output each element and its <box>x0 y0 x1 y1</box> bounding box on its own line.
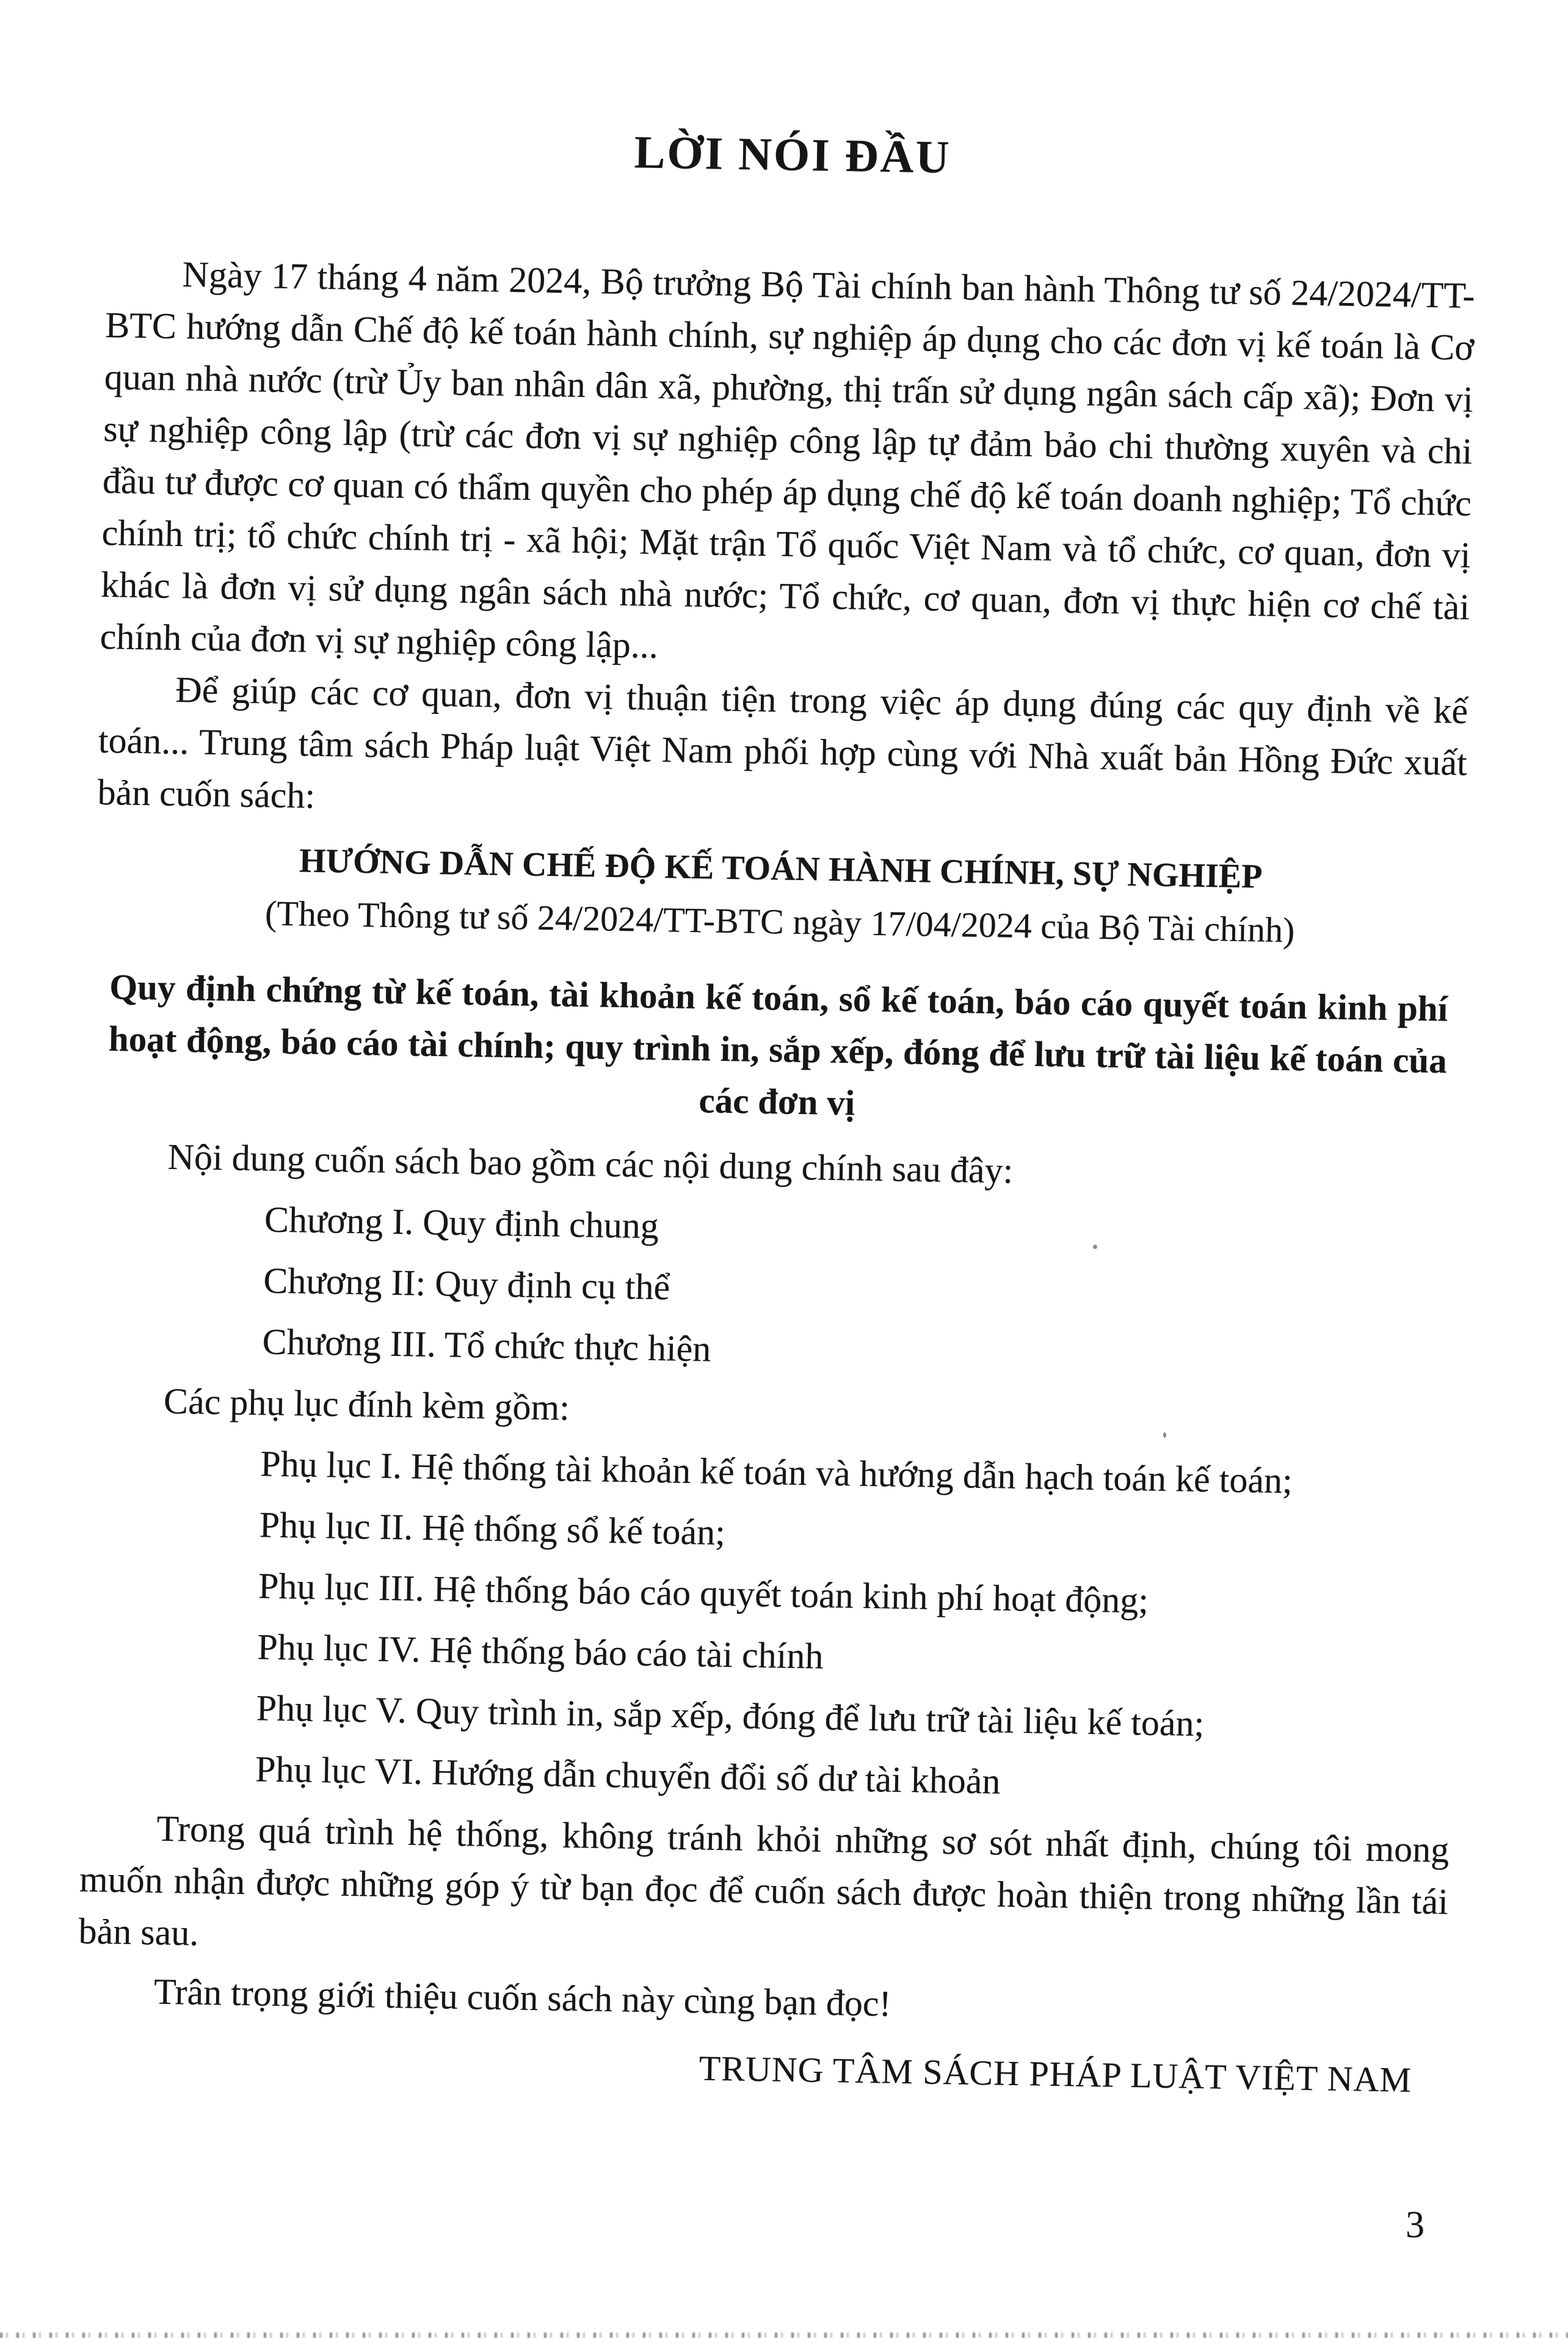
page-number: 3 <box>1406 2204 1425 2246</box>
intro-paragraph-1: Ngày 17 tháng 4 năm 2024, Bộ trưởng Bộ Tài chính ban hành Thông tư số 24/2024/TT-BTC hướng dẫn Chế độ kế toán hành chính, sự nghiệp áp dụng cho các đơn vị kế toán là Cơ quan nhà nước (trừ Ủy ban nhân dân xã, phường, thị trấn sử dụng ngân sách cấp xã); Đơn vị sự nghiệp công lập (trừ các đơn vị sự nghiệp công lập tự đảm bảo chi thường xuyên và chi đầu tư được cơ quan có thẩm quyền cho phép áp dụng chế độ kế toán doanh nghiệp; Tổ chức chính trị; tổ chức chính trị - xã hội; Mặt trận Tổ quốc Việt Nam và tổ chức, cơ quan, đơn vị khác là đơn vị sử dụng ngân sách nhà nước; Tổ chức, cơ quan, đơn vị thực hiện cơ chế tài chính của đơn vị sự nghiệp công lập... <box>100 254 1475 666</box>
page-title: LỜI NÓI ĐẦU <box>634 126 952 183</box>
book-title: HƯỚNG DẪN CHẾ ĐỘ KẾ TOÁN HÀNH CHÍNH, SỰ NGHIỆP <box>299 842 1263 896</box>
scan-speck <box>1093 1245 1097 1249</box>
appendix-item-6: Phụ lục VI. Hướng dẫn chuyển đổi số dư tài khoản <box>255 1749 1001 1802</box>
appendix-item-1: Phụ lục I. Hệ thống tài khoản kế toán và hướng dẫn hạch toán kế toán; <box>260 1443 1293 1501</box>
chapter-item-2: Chương II: Quy định cụ thể <box>263 1260 670 1308</box>
chapter-item-1: Chương I. Quy định chung <box>264 1199 659 1247</box>
appendix-intro: Các phụ lục đính kèm gồm: <box>163 1380 570 1428</box>
closing-thanks: Trân trọng giới thiệu cuốn sách này cùng bạn đọc! <box>153 1971 892 2024</box>
scan-speck <box>1163 1432 1166 1438</box>
chapter-item-3: Chương III. Tổ chức thực hiện <box>262 1321 711 1369</box>
book-description: Quy định chứng từ kế toán, tài khoản kế toán, sổ kế toán, báo cáo quyết toán kinh phí hoạt động, báo cáo tài chính; quy trình in, sắp xếp, đóng để lưu trữ tài liệu kế toán của các đơn vị <box>108 966 1448 1123</box>
closing-paragraph: Trong quá trình hệ thống, không tránh khỏi những sơ sót nhất định, chúng tôi mong muốn nhận được những góp ý từ bạn đọc để cuốn sách được hoàn thiện trong những lần tái bản sau. <box>78 1808 1450 1953</box>
contents-intro: Nội dung cuốn sách bao gồm các nội dung chính sau đây: <box>167 1136 1014 1191</box>
scan-edge-artifact <box>0 2333 1568 2338</box>
book-subtitle: (Theo Thông tư số 24/2024/TT-BTC ngày 17/04/2024 của Bộ Tài chính) <box>264 893 1295 950</box>
publisher-signature: TRUNG TÂM SÁCH PHÁP LUẬT VIỆT NAM <box>699 2048 1412 2100</box>
appendix-item-4: Phụ lục IV. Hệ thống báo cáo tài chính <box>256 1626 824 1677</box>
appendix-item-5: Phụ lục V. Quy trình in, sắp xếp, đóng để lưu trữ tài liệu kế toán; <box>256 1688 1205 1744</box>
appendix-item-2: Phụ lục II. Hệ thống sổ kế toán; <box>259 1504 726 1553</box>
appendix-item-3: Phụ lục III. Hệ thống báo cáo quyết toán kinh phí hoạt động; <box>258 1565 1149 1621</box>
page-content <box>76 116 1478 2107</box>
intro-paragraph-2: Để giúp các cơ quan, đơn vị thuận tiện trong việc áp dụng đúng các quy định về kế toán... Trung tâm sách Pháp luật Việt Nam phối hợp cùng với Nhà xuất bản Hồng Đức xuất bản cuốn sách: <box>97 669 1468 816</box>
